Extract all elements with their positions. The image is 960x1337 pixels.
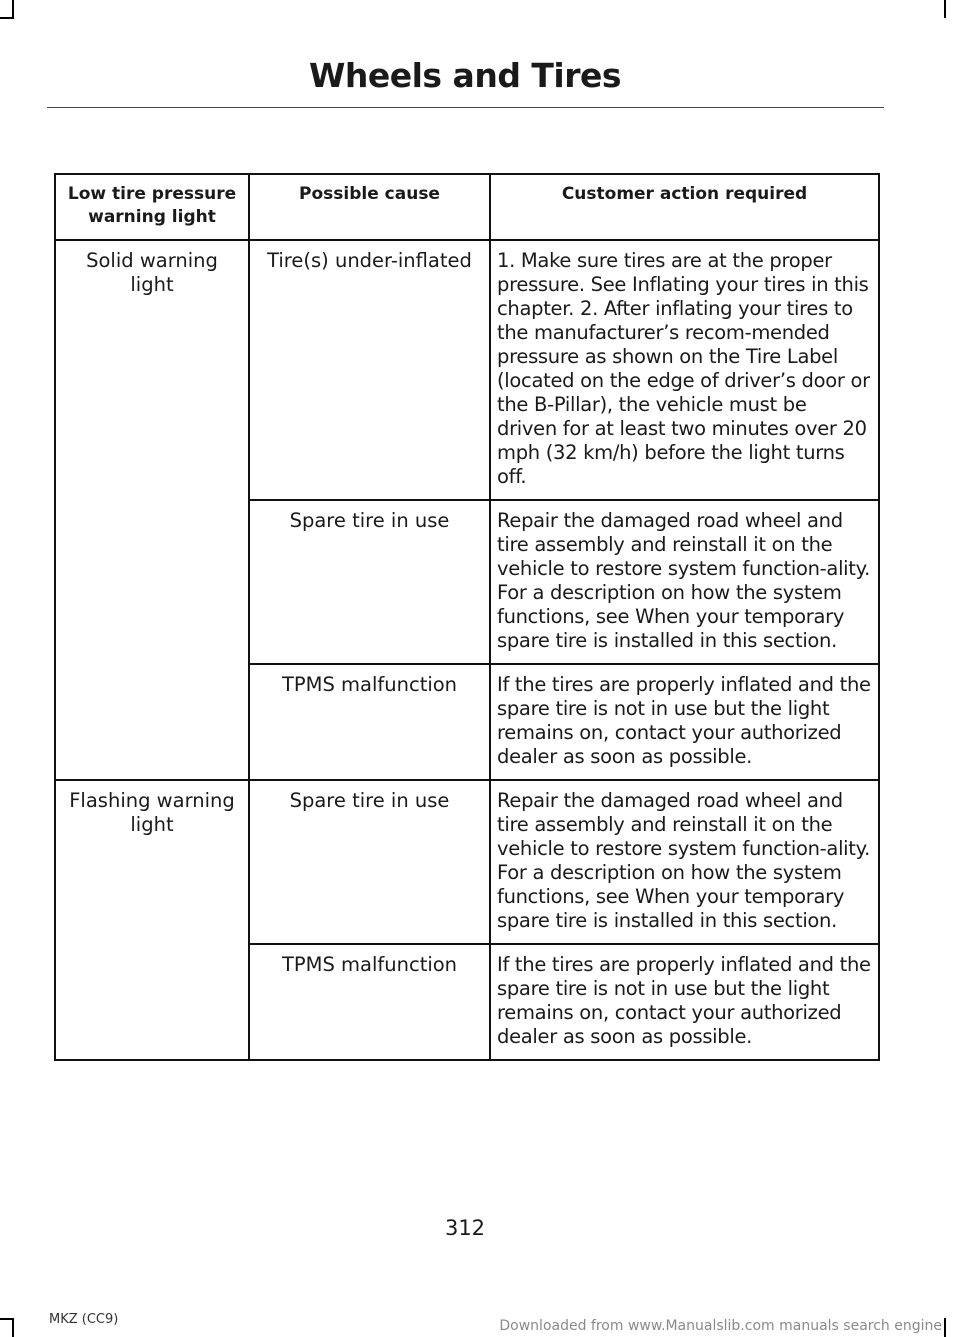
column-header-possible-cause: Possible cause <box>249 174 490 240</box>
cause-cell: Spare tire in use <box>249 780 490 944</box>
action-cell: Repair the damaged road wheel and tire assembly and reinstall it on the vehicle to restore system function-ality. For a description on how the system functions, see When your temporary spare tire is installed in this section. <box>490 500 879 664</box>
table-row <box>55 240 879 500</box>
page-title: Wheels and Tires <box>308 56 622 95</box>
crop-mark-top-right-vertical <box>944 0 946 18</box>
table-header-row <box>55 174 879 240</box>
action-cell: 1. Make sure tires are at the proper pressure. See Inflating your tires in this chapter. 2. After inflating your tires to the manufacturer’s recom-mended pressure as shown on the Tire Label (located on the edge of driver’s door or the B-Pillar), the vehicle must be driven for at least two minutes over 20 mph (32 km/h) before the light turns off. <box>490 240 879 500</box>
warning-light-flashing: Flashing warning light <box>55 780 249 1060</box>
cause-cell: Tire(s) under-inflated <box>249 240 490 500</box>
watermark: Downloaded from www.Manualslib.com manuals search engine <box>499 1318 942 1334</box>
crop-mark-top-left-horizontal <box>0 17 14 19</box>
crop-mark-top-left-vertical <box>12 0 14 18</box>
action-cell: If the tires are properly inflated and the spare tire is not in use but the light remains on, contact your authorized dealer as soon as possible. <box>490 664 879 780</box>
header-rule <box>47 107 884 108</box>
action-cell: If the tires are properly inflated and the spare tire is not in use but the light remains on, contact your authorized dealer as soon as possible. <box>490 944 879 1060</box>
column-header-warning-light: Low tire pressure warning light <box>55 174 249 240</box>
table-row <box>55 780 879 944</box>
crop-mark-bottom-right-vertical <box>944 1318 946 1337</box>
cause-cell: TPMS malfunction <box>249 664 490 780</box>
page-number: 312 <box>444 1216 486 1240</box>
crop-mark-bottom-left-vertical <box>12 1318 14 1337</box>
cause-cell: TPMS malfunction <box>249 944 490 1060</box>
action-cell: Repair the damaged road wheel and tire assembly and reinstall it on the vehicle to restore system function-ality. For a description on how the system functions, see When your temporary spare tire is installed in this section. <box>490 780 879 944</box>
column-header-customer-action: Customer action required <box>490 174 879 240</box>
warning-light-solid: Solid warning light <box>55 240 249 780</box>
cause-cell: Spare tire in use <box>249 500 490 664</box>
model-code: MKZ (CC9) <box>49 1312 119 1327</box>
tpms-warning-table <box>54 173 880 1061</box>
crop-mark-bottom-left-horizontal <box>0 1318 14 1320</box>
